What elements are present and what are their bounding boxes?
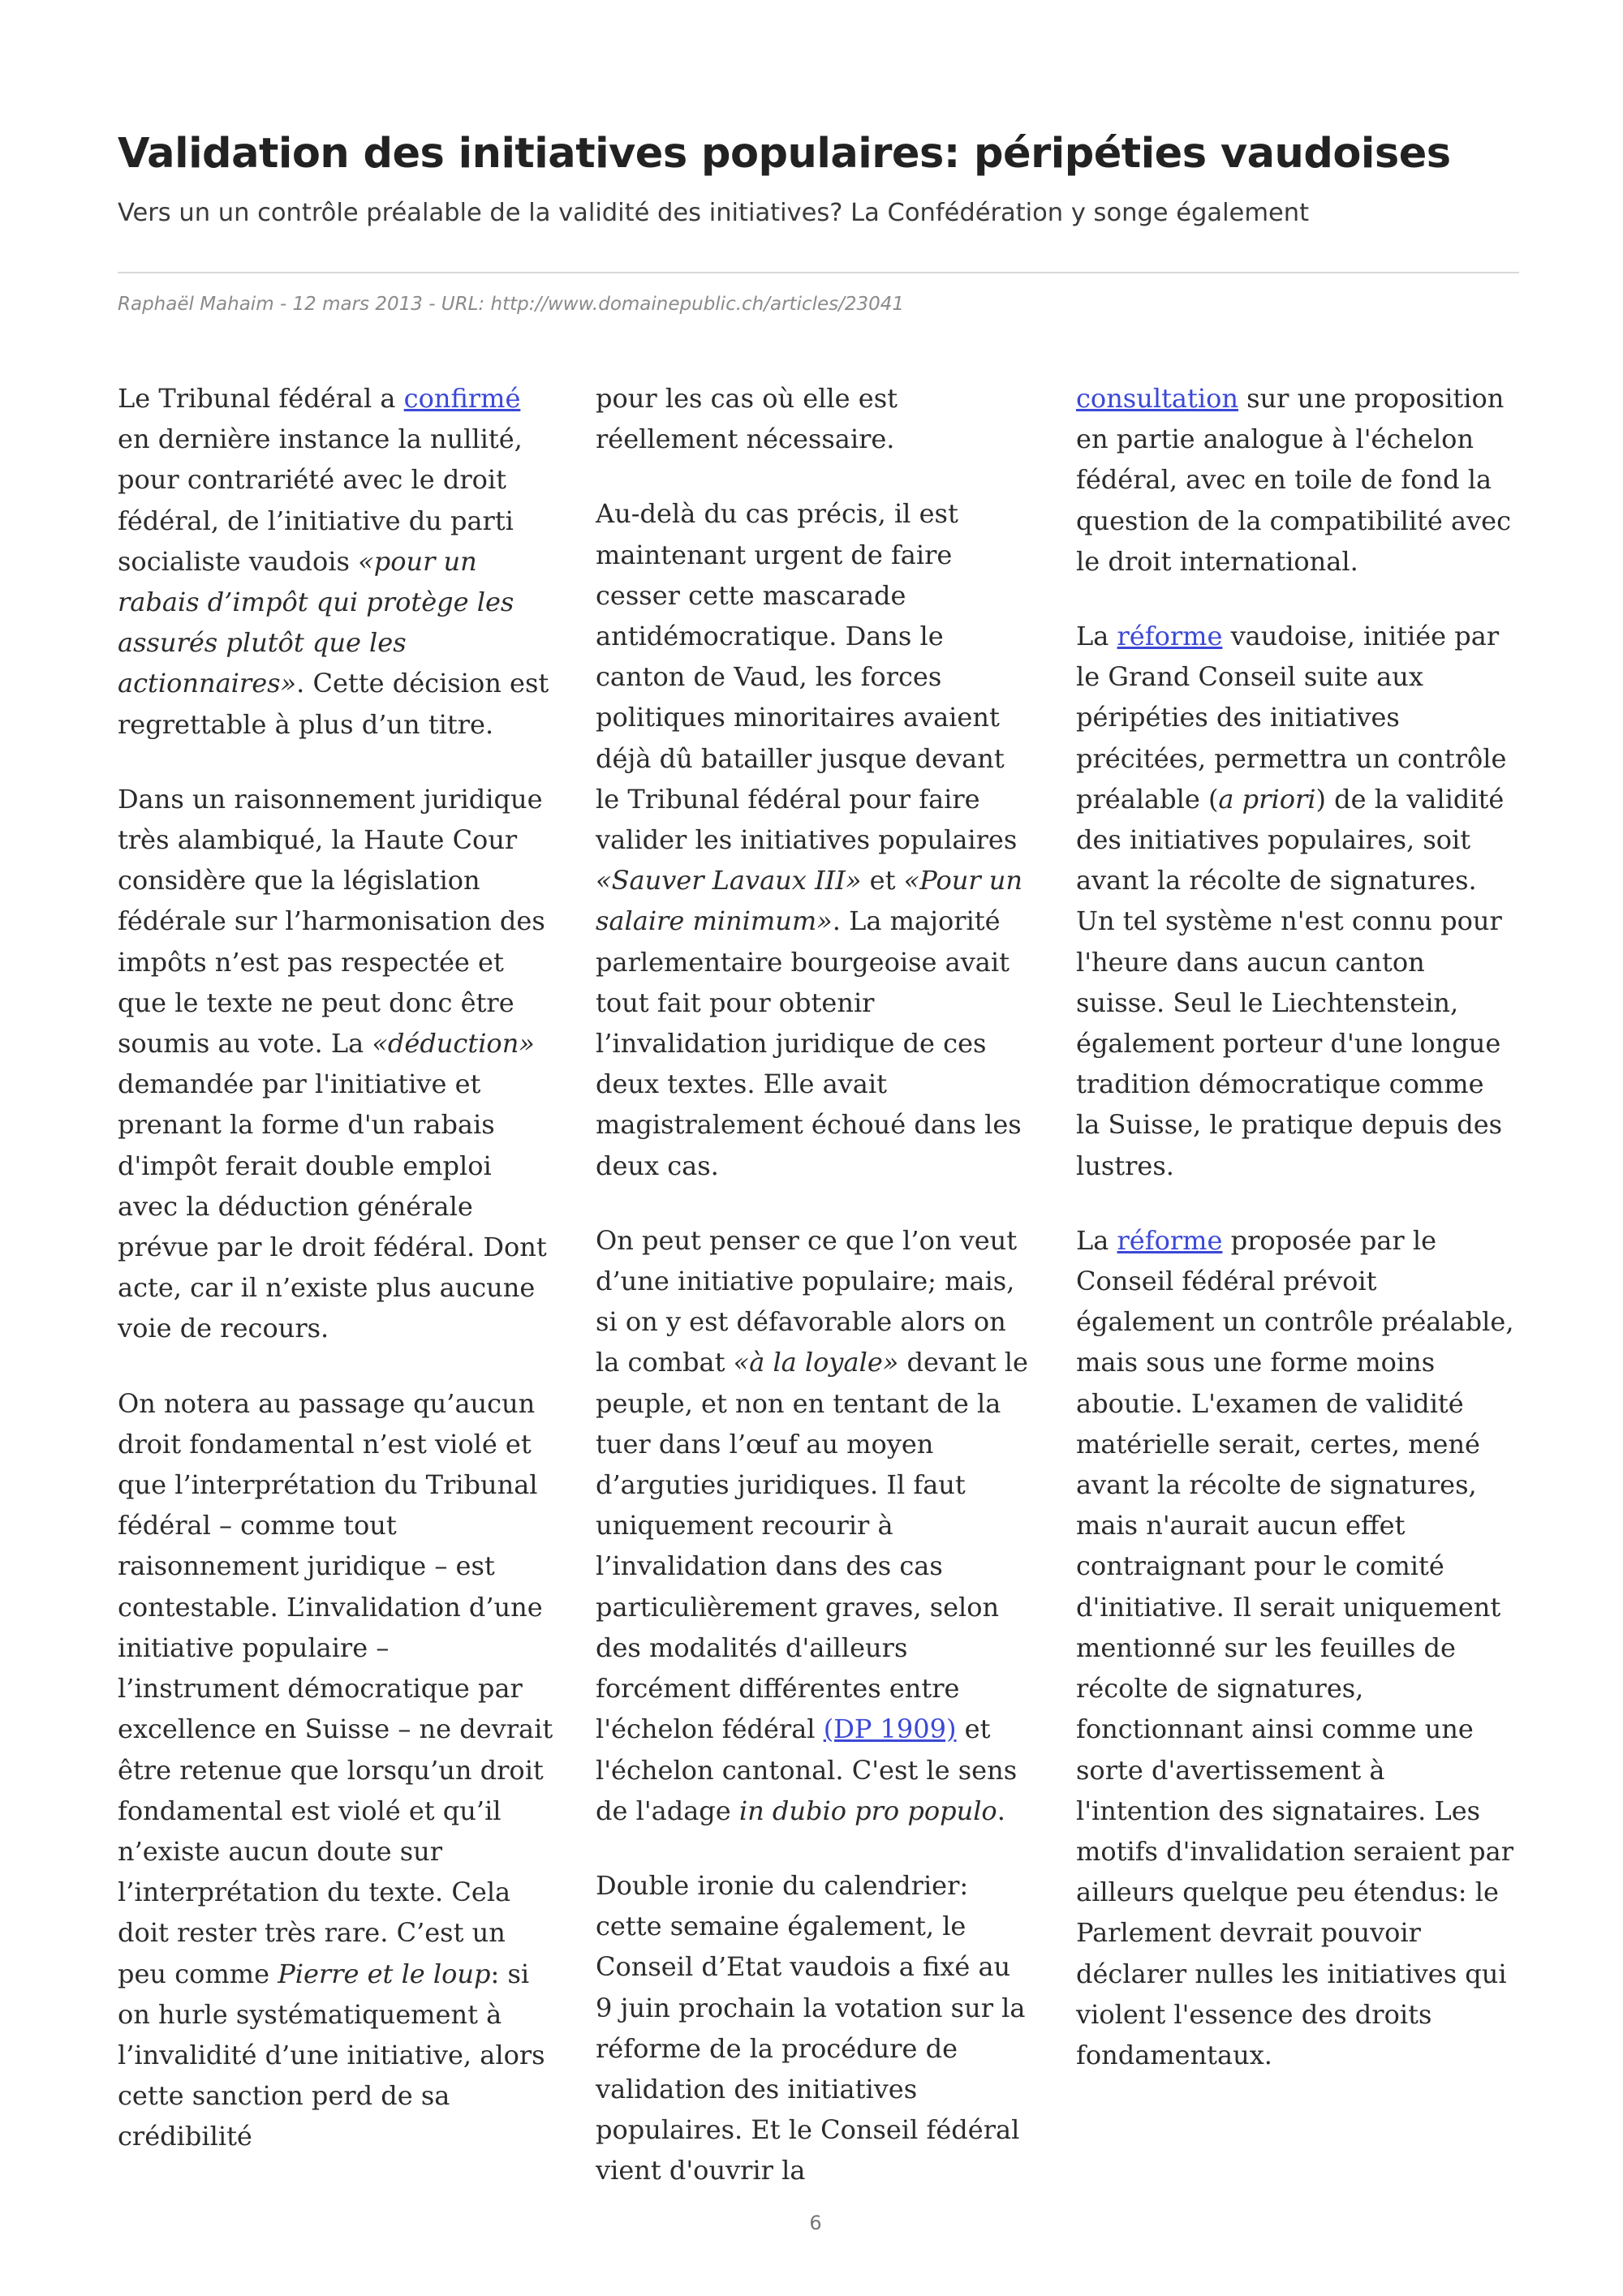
paragraph-6-continued: consultation sur une proposition en partie analogue à l'échelon fédéral, avec en toile de fond la question de la compatibilité avec le droit international. — [1076, 383, 1512, 577]
paragraph-2: Dans un raisonnement juridique très alambiqué, la Haute Cour considère que la législation fédérale sur l’harmonisation des impôts n’est pas respectée et que le texte ne peut donc être soumis au vote. La «déduction» demandée par l'initiative et prenant la forme d'un rabais d'impôt ferait double emploi avec la déduction générale prévue par le droit fédéral. Dont acte, car il n’existe plus aucune voie de recours. — [118, 783, 547, 1344]
column-2 — [596, 378, 1034, 2225]
page-subtitle: Vers un un contrôle préalable de la validité des initiatives? La Confédération y songe également — [118, 199, 1310, 227]
byline: Raphaël Mahaim - 12 mars 2013 - URL: http://www.domainepublic.ch/articles/23041 — [118, 294, 905, 315]
paragraph-3: On notera au passage qu’aucun droit fondamental n’est violé et que l’interprétation du Tribunal fédéral – comme tout raisonnement juridique – est contestable. L’invalidation d’une initiative populaire – l’instrument démocratique par excellence en Suisse – ne devrait être retenue que lorsqu’un droit fondamental est violé et qu’il n’existe aucun doute sur l’interprétation du texte. Cela doit rester très rare. C’est un peu comme Pierre et le loup: si on hurle systématiquement à l’invalidité d’une initiative, alors cette sanction perd de sa crédibilité — [118, 1387, 553, 2152]
page-number: 6 — [809, 2212, 822, 2234]
paragraph-7: La réforme vaudoise, initiée par le Grand Conseil suite aux péripéties des initiatives précitées, permettra un contrôle préalable (a priori) de la validité des initiatives populaires, soit avant la récolte de signatures. Un tel système n'est connu pour l'heure dans aucun canton suisse. Seul le Liechtenstein, également porteur d'une longue tradition démocratique comme la Suisse, le pratique depuis des lustres. — [1076, 621, 1507, 1181]
link-reforme-federale[interactable]: réforme — [1117, 1224, 1223, 1256]
paragraph-8: La réforme proposée par le Conseil fédéral prévoit également un contrôle préalable, mais sous une forme moins aboutie. L'examen de validité matérielle serait, certes, mené avant la récolte de signatures, mais n'aurait aucun effet contraignant pour le comité d'initiative. Il serait uniquement mentionné sur les feuilles de récolte de signatures, fonctionnant ainsi comme une sorte d'avertissement à l'intention des signataires. Les motifs d'invalidation seraient par ailleurs quelque peu étendus: le Parlement devrait pouvoir déclarer nulles les initiatives qui violent l'essence des droits fondamentaux. — [1076, 1224, 1514, 2070]
paragraph-3-continued: pour les cas où elle est réellement nécessaire. — [596, 383, 898, 455]
link-dp-1909[interactable]: (DP 1909) — [823, 1713, 957, 1745]
paragraph-4: Au-delà du cas précis, il est maintenant urgent de faire cesser cette mascarade antidémocratique. Dans le canton de Vaud, les forces politiques minoritaires avaient déjà dû batailler jusque devant le Tribunal fédéral pour faire valider les initiatives populaires «Sauver Lavaux III» et «Pour un salaire minimum». La majorité parlementaire bourgeoise avait tout fait pour obtenir l’invalidation juridique de ces deux textes. Elle avait magistralement échoué dans les deux cas. — [596, 498, 1022, 1181]
column-1 — [118, 378, 556, 2191]
paragraph-5: On peut penser ce que l’on veut d’une initiative populaire; mais, si on y est défavorable alors on la combat «à la loyale» devant le peuple, et non en tentant de la tuer dans l’œuf au moyen d’arguties juridiques. Il faut uniquement recourir à l’invalidation dans des cas particulièrement graves, selon des modalités d'ailleurs forcément différentes entre l'échelon fédéral (DP 1909) et l'échelon cantonal. C'est le sens de l'adage in dubio pro populo. — [596, 1224, 1028, 1826]
link-consultation[interactable]: consultation — [1076, 383, 1238, 414]
column-3 — [1076, 378, 1514, 2109]
link-confirme[interactable]: confirmé — [403, 383, 521, 414]
page-title: Validation des initiatives populaires: péripéties vaudoises — [118, 130, 1451, 178]
link-reforme-vaudoise[interactable]: réforme — [1117, 621, 1223, 652]
header-divider — [118, 272, 1519, 273]
paragraph-1: Le Tribunal fédéral a confirmé en dernière instance la nullité, pour contrariété avec le droit fédéral, de l’initiative du parti socialiste vaudois «pour un rabais d’impôt qui protège les assurés plutôt que les actionnaires». Cette décision est regrettable à plus d’un titre. — [118, 383, 549, 740]
paragraph-6: Double ironie du calendrier: cette semaine également, le Conseil d’Etat vaudois a fixé au 9 juin prochain la votation sur la réforme de la procédure de validation des initiatives populaires. Et le Conseil fédéral vient d'ouvrir la — [596, 1869, 1026, 2186]
